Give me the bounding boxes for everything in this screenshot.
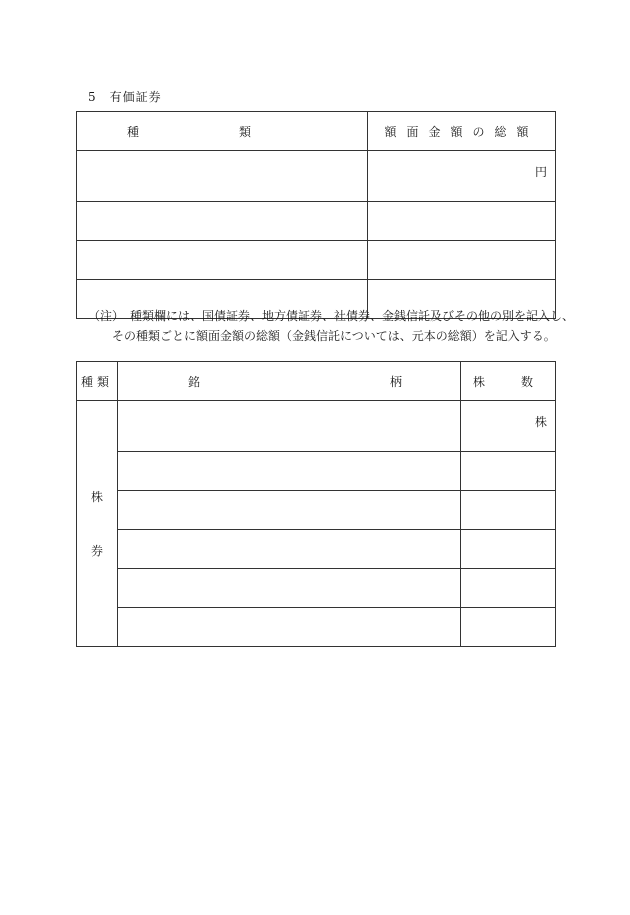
stock-label-char-1: 株 <box>90 489 103 504</box>
brand-cell[interactable] <box>118 569 461 608</box>
brand-header <box>118 362 461 401</box>
stock-label-cell <box>77 401 118 647</box>
table-row <box>77 241 556 280</box>
note-line-2: その種類ごとに額面金額の総額（金銭信託については、元本の総額）を記入する。 <box>112 329 556 343</box>
shares-cell[interactable] <box>461 491 556 530</box>
shares-cell[interactable] <box>461 530 556 569</box>
table-header-row <box>77 362 556 401</box>
kind-cell[interactable] <box>77 241 368 280</box>
table-row <box>77 151 556 202</box>
amount-cell[interactable] <box>368 241 556 280</box>
shares-cell[interactable] <box>461 452 556 491</box>
stock-kind-header: 種類 <box>77 362 118 401</box>
stock-table <box>76 361 556 647</box>
brand-cell[interactable] <box>118 491 461 530</box>
kind-header-char-2: 類 <box>239 124 252 139</box>
kind-header-char-1: 種 <box>127 124 140 139</box>
brand-cell[interactable] <box>118 452 461 491</box>
table-row <box>77 452 556 491</box>
kind-cell[interactable] <box>77 202 368 241</box>
section-title: 5 有価証券 <box>88 90 162 104</box>
shares-cell[interactable] <box>461 569 556 608</box>
brand-cell[interactable] <box>118 530 461 569</box>
securities-table <box>76 111 556 319</box>
brand-header-char-2: 柄 <box>390 374 403 389</box>
kind-cell[interactable] <box>77 151 368 202</box>
table-row <box>77 569 556 608</box>
amount-cell[interactable] <box>368 202 556 241</box>
shares-cell[interactable]: 株 <box>461 401 556 452</box>
brand-header-char-1: 銘 <box>188 374 201 389</box>
stock-label-char-2: 券 <box>90 543 103 558</box>
brand-cell[interactable] <box>118 401 461 452</box>
amount-header: 額面金額の総額 <box>368 112 556 151</box>
table-header-row <box>77 112 556 151</box>
shares-cell[interactable] <box>461 608 556 647</box>
kind-header <box>77 112 368 151</box>
note-line-1: （注） 種類欄には、国債証券、地方債証券、社債券、金銭信託及びその他の別を記入し、 <box>88 309 575 323</box>
shares-header-char-1: 株 <box>473 374 486 389</box>
table-row <box>77 202 556 241</box>
amount-cell[interactable]: 円 <box>368 151 556 202</box>
table-row <box>77 401 556 452</box>
table-row <box>77 608 556 647</box>
table-row <box>77 530 556 569</box>
brand-cell[interactable] <box>118 608 461 647</box>
shares-header <box>461 362 556 401</box>
shares-header-char-2: 数 <box>521 374 534 389</box>
table-row <box>77 491 556 530</box>
note <box>88 306 574 346</box>
